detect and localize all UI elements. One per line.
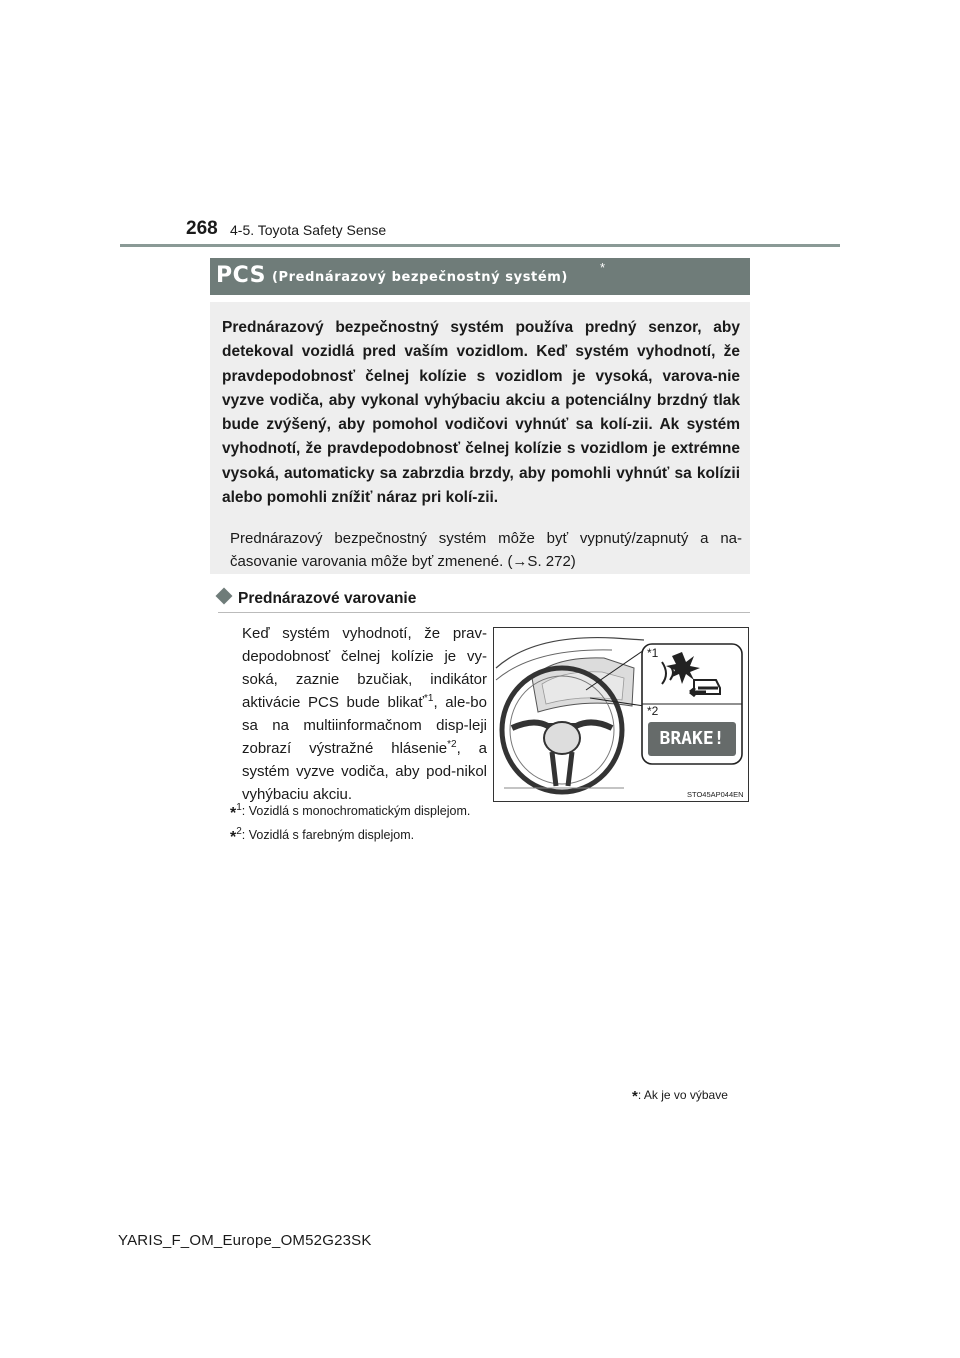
subsection-divider bbox=[218, 612, 750, 613]
figure-code: STO45AP044EN bbox=[687, 790, 744, 799]
availability-note bbox=[632, 1086, 728, 1103]
footnote-asterisk: * bbox=[230, 829, 237, 846]
footnote-2 bbox=[230, 826, 414, 844]
figure-label-1: *1 bbox=[647, 646, 659, 660]
footnote-ref-1: *1 bbox=[424, 693, 434, 704]
availability-note-asterisk: * bbox=[632, 1088, 638, 1105]
warning-description bbox=[242, 622, 487, 806]
warning-text-part2: , ale-bo sa na multiinformačnom disp-leji zobrazí výstražné hlásenie bbox=[242, 694, 487, 757]
section-title-bar bbox=[210, 258, 750, 295]
intro-box bbox=[210, 302, 750, 574]
header-divider bbox=[120, 244, 840, 247]
intro-description: Prednárazový bezpečnostný systém používa predný senzor, aby detekoval vozidlá pred vaším vozidlom. Keď systém vyhodnotí, že pravdepodobnosť čelnej kolízie s vozidlom je vysoká, varova-nie vyzve vodiča, aby vykonal vyhýbaciu akciu a potenciálny brzdný tlak bude zvýšený, aby pomohol vodičovi vyhnúť sa kolí-zii. Ak systém vyhodnotí, že pravdepodobnosť čelnej kolízie s vozidlom je extrémne vysoká, automaticky sa zabrzdia brzdy, aby pomohli vyhnúť sa kolízii alebo pomohli znížiť náraz pri kolí-zii. bbox=[222, 319, 740, 507]
section-subtitle: (Prednárazový bezpečnostný systém) bbox=[272, 270, 568, 285]
footnote-number: 2 bbox=[236, 825, 242, 837]
section-title: PCS bbox=[216, 263, 267, 288]
diamond-bullet-icon bbox=[216, 588, 233, 605]
footnote-asterisk: * bbox=[230, 805, 237, 822]
document-id: YARIS_F_OM_Europe_OM52G23SK bbox=[118, 1232, 372, 1249]
dashboard-drawing bbox=[494, 628, 748, 801]
footnote-text: : Vozidlá s farebným displejom. bbox=[241, 828, 415, 842]
subsection-heading bbox=[218, 590, 416, 608]
footnote-text: : Vozidlá s monochromatickým displejom. bbox=[241, 804, 471, 818]
figure-label-2: *2 bbox=[647, 704, 659, 718]
subsection-heading-text: Prednárazové varovanie bbox=[238, 590, 417, 607]
footnote-ref-2: *2 bbox=[447, 739, 457, 750]
warning-text-part1: Keď systém vyhodnotí, že prav-depodobnosť čelnej kolízie je vy-soká, zaznie bzučiak, indikátor aktivácie PCS bude blikať bbox=[242, 625, 487, 711]
page-number: 268 bbox=[186, 218, 218, 239]
availability-asterisk: * bbox=[600, 260, 606, 275]
intro-note: Prednárazový bezpečnostný systém môže byť vypnutý/zapnutý a na-časovanie varovania môže byť zmenené. (→S. 272) bbox=[230, 530, 742, 570]
dashboard-illustration bbox=[493, 627, 749, 802]
warning-text-part3: , a systém vyzve vodiča, aby pod-nikol vyhýbaciu akciu. bbox=[242, 740, 487, 803]
brake-warning-message: BRAKE! bbox=[659, 728, 725, 749]
footnote-1 bbox=[230, 802, 470, 820]
section-reference: 4-5. Toyota Safety Sense bbox=[230, 222, 387, 238]
footnote-number: 1 bbox=[236, 801, 242, 813]
availability-note-text: : Ak je vo výbave bbox=[637, 1088, 728, 1102]
